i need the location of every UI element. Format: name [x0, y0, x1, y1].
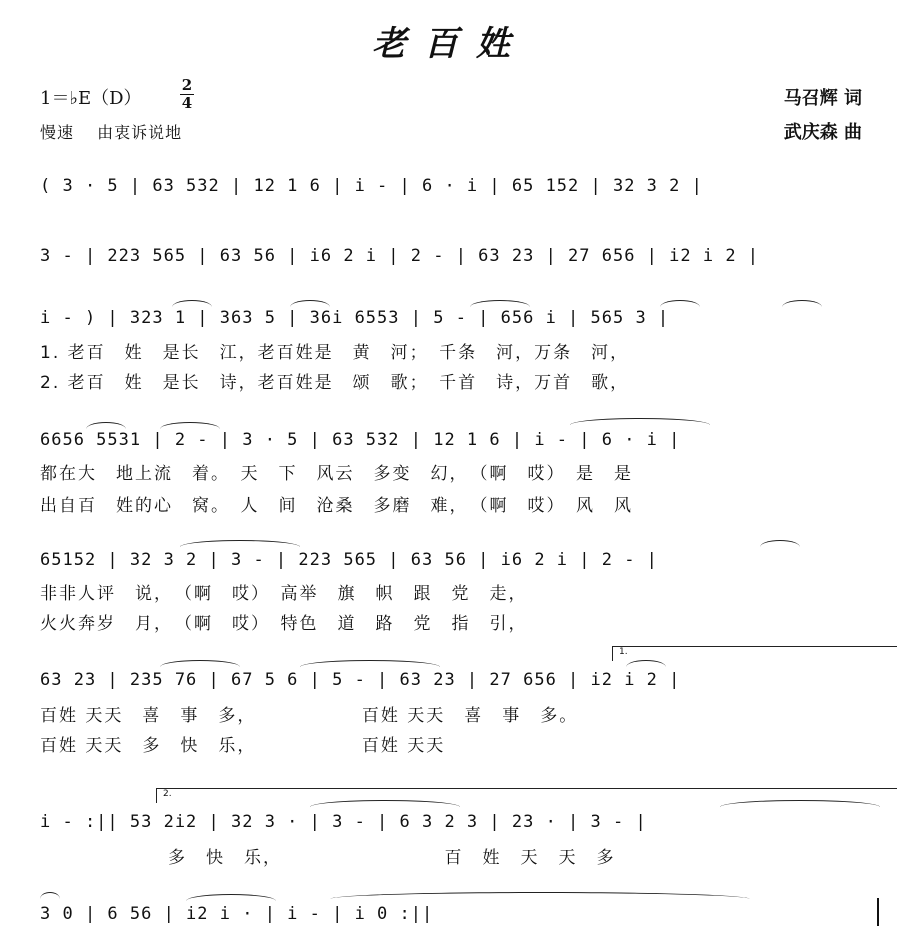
slur — [290, 300, 330, 307]
notation-line-6: 63 23 | 235 76 | 67 5 6 | 5 - | 63 23 | 27 656 | i2 i 2 | — [40, 670, 681, 690]
lyrics-verse-1-line-4: 百姓 天天 喜 事 多， 百姓 天天 喜 事 多。 — [40, 706, 579, 726]
slur — [570, 418, 710, 425]
lyrics-verse-1-line-3: 非非人评 说， （啊 哎） 高举 旗 帜 跟 党 走， — [40, 584, 528, 604]
slur — [186, 894, 276, 901]
slur — [470, 300, 530, 307]
slur — [782, 300, 822, 307]
slur — [40, 892, 60, 899]
notation-line-4: 6656 5531 | 2 - | 3 · 5 | 63 532 | 12 1 6 | i - | 6 · i | — [40, 430, 681, 450]
notation-line-3: i - ) | 323 1 | 363 5 | 36i 6553 | 5 - | 656 i | 565 3 | — [40, 308, 670, 328]
lyrics-line-5: 多 快 乐， 百 姓 天 天 多 — [168, 848, 616, 868]
second-ending-bracket: 2. — [156, 788, 897, 803]
lyrics-verse-2-line-2: 出自百 姓的心 窝。 人 间 沧桑 多磨 难， （啊 哎） 风 风 — [40, 496, 633, 516]
slur — [310, 800, 460, 807]
slur — [180, 540, 300, 547]
slur — [720, 800, 880, 807]
tempo-marking: 慢速 由衷诉说地 — [40, 123, 183, 142]
slur — [160, 660, 240, 667]
slur — [760, 540, 800, 547]
song-title: 老百姓 — [372, 24, 528, 64]
time-signature-bottom: 4 — [181, 94, 193, 112]
slur — [330, 892, 750, 899]
slur — [86, 422, 126, 429]
slur — [660, 300, 700, 307]
notation-line-7: i - :|| 53 2i2 | 32 3 · | 3 - | 6 3 2 3 | 23 · | 3 - | — [40, 812, 647, 832]
lyrics-verse-2-line-4: 百姓 天天 多 快 乐， 百姓 天天 — [40, 736, 446, 756]
slur — [300, 660, 440, 667]
key-signature — [40, 84, 142, 110]
slur — [160, 422, 220, 429]
lyrics-verse-2-line-1: 2. 老百 姓 是长 诗，老百姓是 颂 歌； 千首 诗，万首 歌， — [40, 373, 630, 393]
composer-credit: 武庆森 曲 — [783, 122, 862, 143]
lyrics-verse-1-line-1: 1. 老百 姓 是长 江，老百姓是 黄 河； 千条 河，万条 河， — [40, 343, 630, 363]
slur — [172, 300, 212, 307]
notation-line-1: ( 3 · 5 | 63 532 | 12 1 6 | i - | 6 · i | 65 152 | 32 3 2 | — [40, 176, 703, 196]
final-barline — [877, 898, 879, 926]
lyrics-verse-2-line-3: 火火奔岁 月， （啊 哎） 特色 道 路 党 指 引， — [40, 614, 528, 634]
notation-line-8: 3 0 | 6 56 | i2 i · | i - | i 0 :|| — [40, 904, 434, 924]
lyrics-verse-1-line-2: 都在大 地上流 着。 天 下 风云 多变 幻， （啊 哎） 是 是 — [40, 464, 633, 484]
slur — [626, 660, 666, 667]
key-text: 1＝♭E（D） — [40, 88, 142, 109]
time-signature — [180, 78, 194, 111]
notation-line-5: 65152 | 32 3 2 | 3 - | 223 565 | 63 56 | i6 2 i | 2 - | — [40, 550, 658, 570]
lyricist-credit: 马召辉 词 — [783, 88, 862, 109]
notation-line-2: 3 - | 223 565 | 63 56 | i6 2 i | 2 - | 63 23 | 27 656 | i2 i 2 | — [40, 246, 760, 266]
first-ending-bracket: 1. — [612, 646, 897, 661]
time-signature-top: 2 — [181, 76, 193, 94]
